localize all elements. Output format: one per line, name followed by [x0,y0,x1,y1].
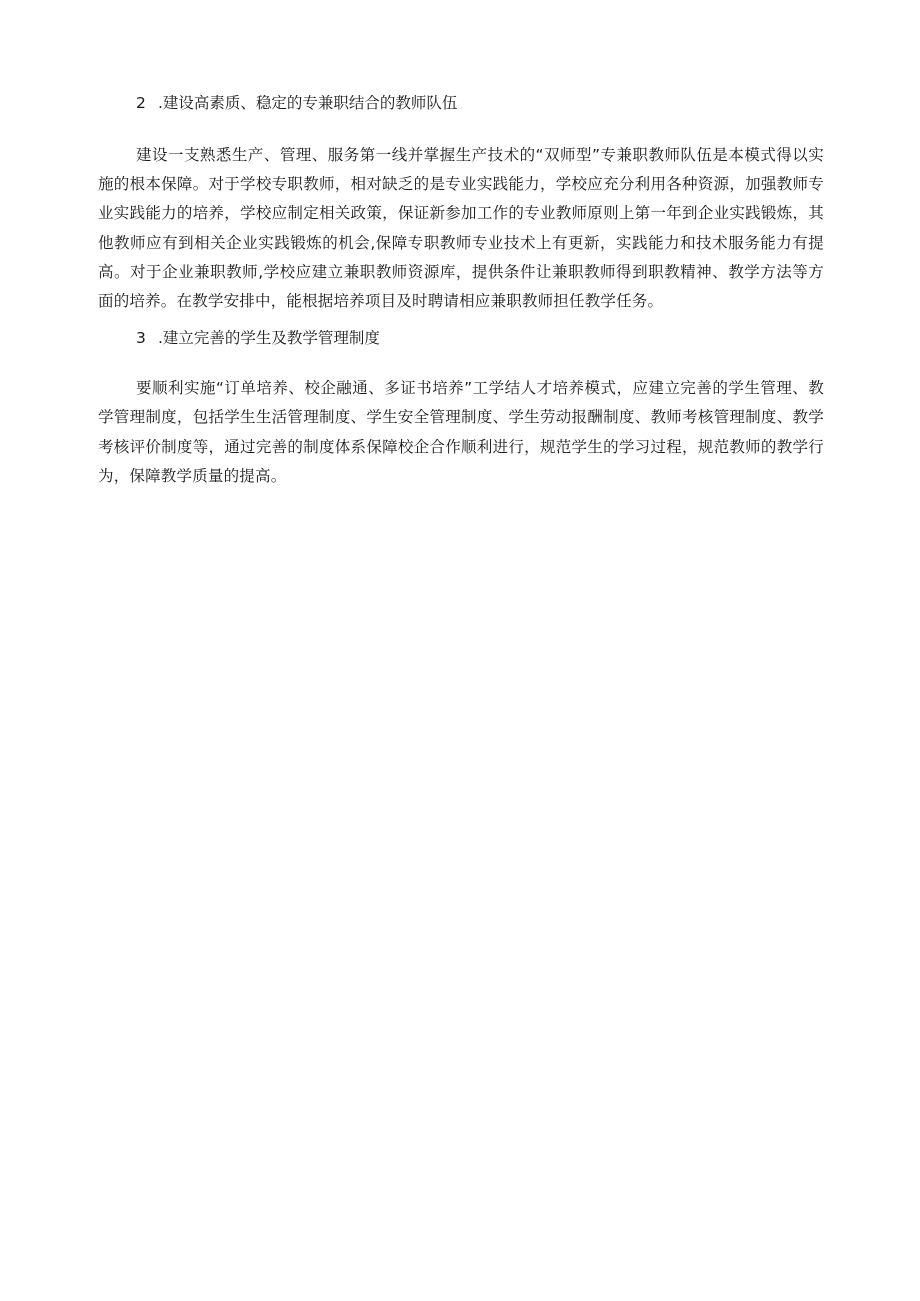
document-content [98,88,824,491]
section-title: .建设高素质、稳定的专兼职结合的教师队伍 [158,94,458,112]
section-number: 2 [136,94,146,112]
section-title: .建立完善的学生及教学管理制度 [158,329,380,348]
section-body-3: 要顺利实施“订单培养、校企融通、多证书培养”工学结人才培养模式，应建立完善的学生管理、教学管理制度，包括学生生活管理制度、学生安全管理制度、学生劳动报酬制度、教师考核管理制度、教学考核评价制度等，通过完善的制度体系保障校企合作顺利进行，规范学生的学习过程，规范教师的教学行为，保障教学质量的提高。 [98,379,824,485]
section-heading-3 [98,323,824,353]
section-number: 3 [136,329,146,348]
section-body-2: 建设一支熟悉生产、管理、服务第一线并掌握生产技术的“双师型”专兼职教师队伍是本模式得以实施的根本保障。对于学校专职教师，相对缺乏的是专业实践能力，学校应充分利用各种资源，加强教师专业实践能力的培养，学校应制定相关政策，保证新参加工作的专业教师原则上第一年到企业实践锻炼，其他教师应有到相关企业实践锻炼的机会,保障专职教师专业技术上有更新，实践能力和技术服务能力有提高。对于企业兼职教师,学校应建立兼职教师资源库，提供条件让兼职教师得到职教精神、教学方法等方面的培养。在教学安排中，能根据培养项目及时聘请相应兼职教师担任教学任务。 [98,146,824,311]
section-heading-2 [98,88,824,118]
